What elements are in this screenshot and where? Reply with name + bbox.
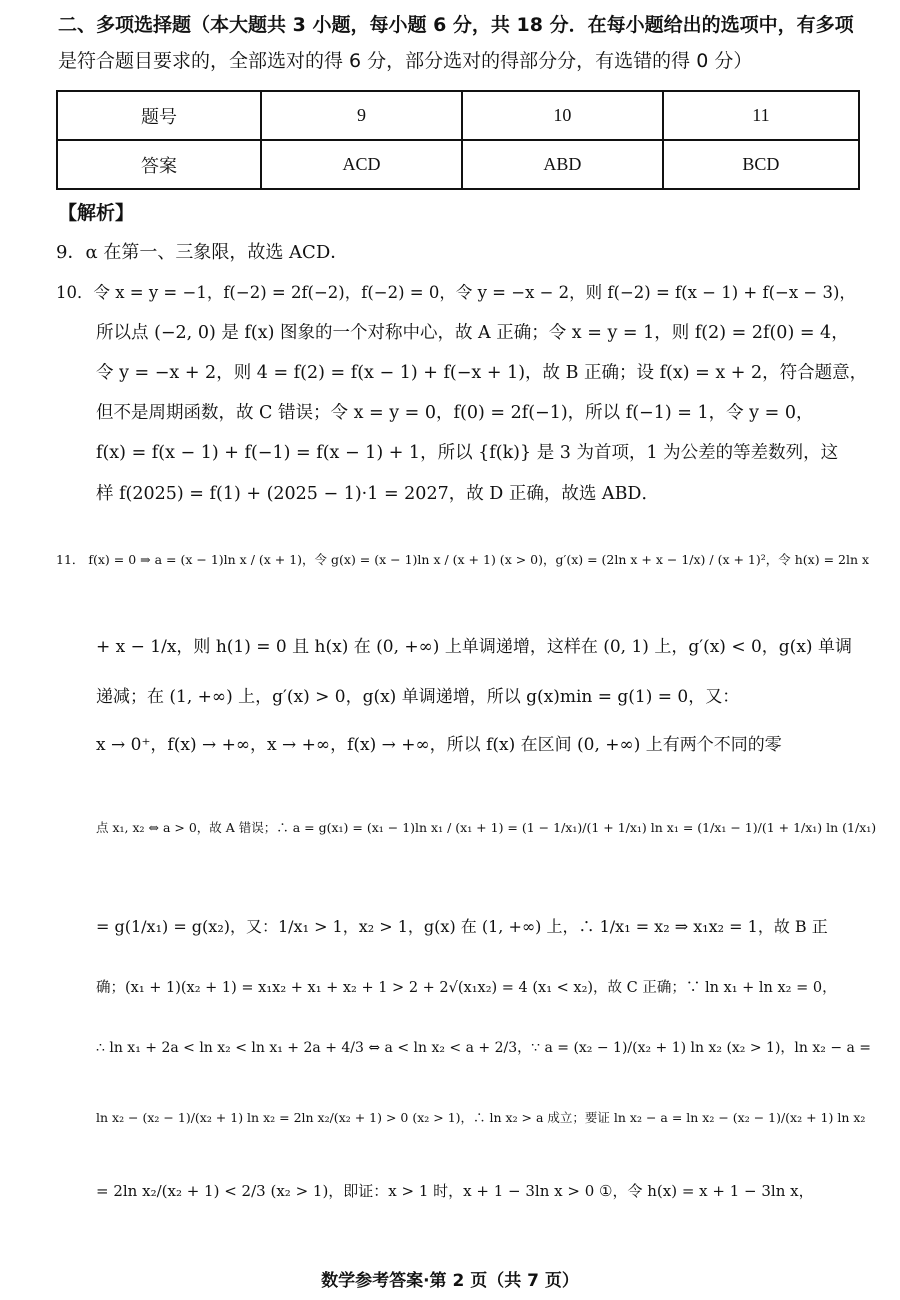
solution-line: = 2ln x₂/(x₂ + 1) < 2/3 (x₂ > 1)，即证：x > 1 时，x + 1 − 3ln x > 0 ①，令 h(x) = x + 1 − 3ln x，: [96, 1182, 814, 1200]
solution-line: f(x) = f(x − 1) + f(−1) = f(x − 1) + 1，所以 {f(k)} 是 3 为首项，1 为公差的等差数列，这: [96, 443, 839, 463]
solution-line: ln x₂ − (x₂ − 1)/(x₂ + 1) ln x₂ = 2ln x₂/(x₂ + 1) > 0 (x₂ > 1)，∴ ln x₂ > a 成立；要证 ln x₂ − a = ln x₂ − (x₂ − 1)/(x₂ + 1) ln x₂: [96, 1110, 866, 1125]
solution-line: + x − 1/x，则 h(1) = 0 且 h(x) 在 (0, +∞) 上单调递增，这样在 (0, 1) 上，g′(x) < 0，g(x) 单调: [96, 637, 852, 657]
answer-cell: BCD: [663, 140, 859, 189]
table-row: [57, 140, 859, 189]
row-label-answer: 答案: [57, 140, 261, 189]
solution-line: 10．令 x = y = −1，f(−2) = 2f(−2)，f(−2) = 0，令 y = −x − 2，则 f(−2) = f(x − 1) + f(−x − 3)，: [56, 283, 856, 302]
section-heading-line-1: 二、多项选择题（本大题共 3 小题，每小题 6 分，共 18 分．在每小题给出的选项中，有多项: [58, 14, 854, 36]
solution-line: 但不是周期函数，故 C 错误；令 x = y = 0，f(0) = 2f(−1)，所以 f(−1) = 1，令 y = 0，: [96, 403, 814, 423]
solution-line: 9．α 在第一、三象限，故选 ACD．: [56, 242, 349, 263]
section-heading-line-2: 是符合题目要求的，全部选对的得 6 分，部分选对的得部分分，有选错的得 0 分）: [58, 50, 753, 72]
answer-table: [56, 90, 860, 190]
solution-line: 所以点 (−2, 0) 是 f(x) 图象的一个对称中心，故 A 正确；令 x = y = 1，则 f(2) = 2f(0) = 4，: [96, 323, 849, 343]
page-footer: 数学参考答案·第 2 页（共 7 页）: [321, 1271, 579, 1291]
question-number-cell: 10: [462, 91, 663, 140]
solution-line: 递减；在 (1, +∞) 上，g′(x) > 0，g(x) 单调递增，所以 g(x)min = g(1) = 0，又：: [96, 687, 740, 707]
solution-line: 点 x₁, x₂ ⇔ a > 0，故 A 错误；∴ a = g(x₁) = (x₁ − 1)ln x₁ / (x₁ + 1) = (1 − 1/x₁)/(1 + 1/x₁) ln x₁ = (1/x₁ − 1)/(1 + 1/x₁) ln (1/x₁): [96, 820, 877, 835]
question-number-cell: 11: [663, 91, 859, 140]
table-row: [57, 91, 859, 140]
question-number-cell: 9: [261, 91, 462, 140]
answer-cell: ABD: [462, 140, 663, 189]
solution-line: 令 y = −x + 2，则 4 = f(2) = f(x − 1) + f(−x + 1)，故 B 正确；设 f(x) = x + 2，符合题意，: [96, 363, 868, 383]
solution-line: 确；(x₁ + 1)(x₂ + 1) = x₁x₂ + x₁ + x₂ + 1 > 2 + 2√(x₁x₂) = 4 (x₁ < x₂)，故 C 正确；∵ ln x₁ + ln x₂ = 0，: [96, 980, 837, 996]
answer-cell: ACD: [261, 140, 462, 189]
solution-line: 11． f(x) = 0 ⇒ a = (x − 1)ln x / (x + 1)，令 g(x) = (x − 1)ln x / (x + 1) (x > 0)，g′(x) = (2ln x + x − 1/x) / (x + 1)²，令 h(x) = 2ln x: [56, 552, 870, 567]
solution-line: x → 0⁺，f(x) → +∞，x → +∞，f(x) → +∞，所以 f(x) 在区间 (0, +∞) 上有两个不同的零: [96, 735, 782, 755]
row-label-question-number: 题号: [57, 91, 261, 140]
solution-line: = g(1/x₁) = g(x₂)，又：1/x₁ > 1，x₂ > 1，g(x) 在 (1, +∞) 上，∴ 1/x₁ = x₂ ⇒ x₁x₂ = 1，故 B 正: [96, 917, 828, 936]
solution-line: ∴ ln x₁ + 2a < ln x₂ < ln x₁ + 2a + 4/3 ⇔ a < ln x₂ < a + 2/3，∵ a = (x₂ − 1)/(x₂ + 1) ln x₂ (x₂ > 1)，ln x₂ − a =: [96, 1040, 872, 1056]
analysis-label: 【解析】: [58, 202, 135, 224]
solution-line: 样 f(2025) = f(1) + (2025 − 1)·1 = 2027，故 D 正确，故选 ABD．: [96, 484, 659, 504]
